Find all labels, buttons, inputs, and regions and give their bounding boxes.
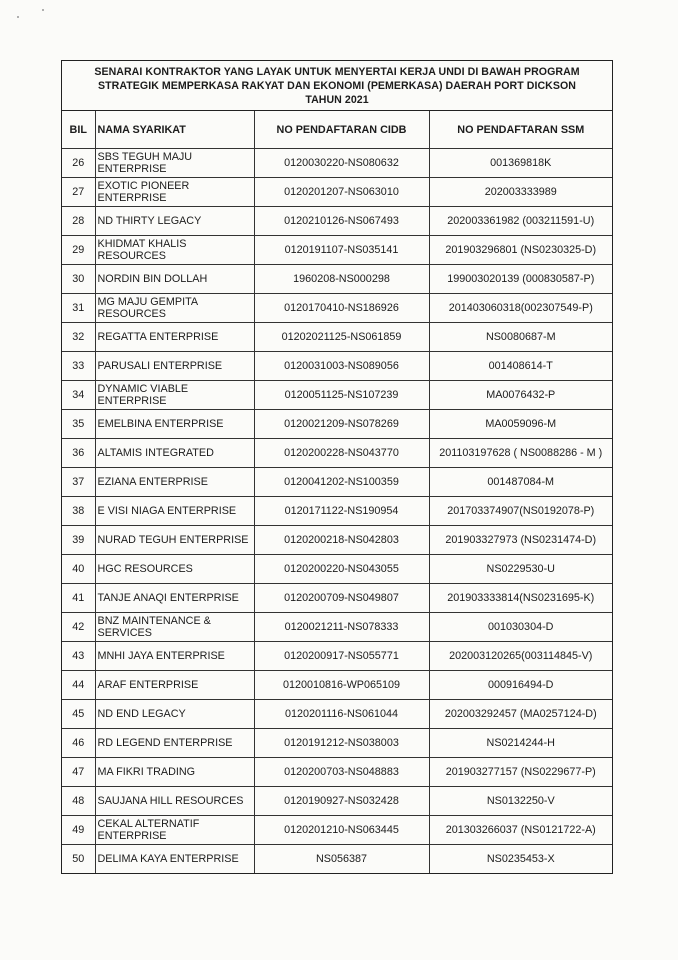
ssm-number: 001030304-D xyxy=(429,613,612,642)
ssm-number: 202003292457 (MA0257124-D) xyxy=(429,700,612,729)
cidb-number: 0120030220-NS080632 xyxy=(254,149,429,178)
company-name: NORDIN BIN DOLLAH xyxy=(95,265,254,294)
cidb-number: 0120021209-NS078269 xyxy=(254,410,429,439)
row-number: 43 xyxy=(62,642,95,671)
row-number: 50 xyxy=(62,845,95,874)
table-row xyxy=(62,294,612,323)
table-row xyxy=(62,729,612,758)
row-number: 40 xyxy=(62,555,95,584)
title-line-3: TAHUN 2021 xyxy=(305,94,369,106)
company-name: MG MAJU GEMPITA RESOURCES xyxy=(95,294,254,323)
ssm-number: NS0214244-H xyxy=(429,729,612,758)
ssm-number: 202003333989 xyxy=(429,178,612,207)
company-name: RD LEGEND ENTERPRISE xyxy=(95,729,254,758)
cidb-number: 0120021211-NS078333 xyxy=(254,613,429,642)
ssm-number: 201903277157 (NS0229677-P) xyxy=(429,758,612,787)
table-row xyxy=(62,149,612,178)
ssm-number: 201903327973 (NS0231474-D) xyxy=(429,526,612,555)
cidb-number: 0120191107-NS035141 xyxy=(254,236,429,265)
company-name: KHIDMAT KHALIS RESOURCES xyxy=(95,236,254,265)
company-name: NURAD TEGUH ENTERPRISE xyxy=(95,526,254,555)
scan-speck xyxy=(42,9,44,11)
company-name: TANJE ANAQI ENTERPRISE xyxy=(95,584,254,613)
row-number: 46 xyxy=(62,729,95,758)
cidb-number: 0120210126-NS067493 xyxy=(254,207,429,236)
company-name: SBS TEGUH MAJU ENTERPRISE xyxy=(95,149,254,178)
cidb-number: 0120190927-NS032428 xyxy=(254,787,429,816)
column-header-cidb: NO PENDAFTARAN CIDB xyxy=(254,111,429,149)
company-name: HGC RESOURCES xyxy=(95,555,254,584)
cidb-number: 0120200709-NS049807 xyxy=(254,584,429,613)
company-name: MA FIKRI TRADING xyxy=(95,758,254,787)
row-number: 32 xyxy=(62,323,95,352)
table-row xyxy=(62,758,612,787)
cidb-number: 0120200220-NS043055 xyxy=(254,555,429,584)
cidb-number: 0120010816-WP065109 xyxy=(254,671,429,700)
company-name: PARUSALI ENTERPRISE xyxy=(95,352,254,381)
company-name: ALTAMIS INTEGRATED xyxy=(95,439,254,468)
table-row xyxy=(62,439,612,468)
ssm-number: 199003020139 (000830587-P) xyxy=(429,265,612,294)
table-row xyxy=(62,178,612,207)
row-number: 42 xyxy=(62,613,95,642)
ssm-number: MA0059096-M xyxy=(429,410,612,439)
ssm-number: 001369818K xyxy=(429,149,612,178)
company-name: EMELBINA ENTERPRISE xyxy=(95,410,254,439)
table-row xyxy=(62,816,612,845)
row-number: 41 xyxy=(62,584,95,613)
ssm-number: 001487084-M xyxy=(429,468,612,497)
column-header-ssm: NO PENDAFTARAN SSM xyxy=(429,111,612,149)
title-line-2: STRATEGIK MEMPERKASA RAKYAT DAN EKONOMI (PEMERKASA) DAERAH PORT DICKSON xyxy=(98,80,576,92)
ssm-number: NS0080687-M xyxy=(429,323,612,352)
cidb-number: 0120170410-NS186926 xyxy=(254,294,429,323)
column-header-bil: BIL xyxy=(62,111,95,149)
cidb-number: 1960208-NS000298 xyxy=(254,265,429,294)
cidb-number: 0120031003-NS089056 xyxy=(254,352,429,381)
table-row xyxy=(62,265,612,294)
table-row xyxy=(62,381,612,410)
company-name: SAUJANA HILL RESOURCES xyxy=(95,787,254,816)
ssm-number: NS0235453-X xyxy=(429,845,612,874)
table-row xyxy=(62,352,612,381)
contractor-list xyxy=(61,60,613,874)
row-number: 31 xyxy=(62,294,95,323)
row-number: 37 xyxy=(62,468,95,497)
cidb-number: NS056387 xyxy=(254,845,429,874)
row-number: 35 xyxy=(62,410,95,439)
column-header-name: NAMA SYARIKAT xyxy=(95,111,254,149)
row-number: 34 xyxy=(62,381,95,410)
row-number: 33 xyxy=(62,352,95,381)
cidb-number: 0120200218-NS042803 xyxy=(254,526,429,555)
ssm-number: 000916494-D xyxy=(429,671,612,700)
ssm-number: 202003361982 (003211591-U) xyxy=(429,207,612,236)
table-row xyxy=(62,845,612,874)
row-number: 29 xyxy=(62,236,95,265)
cidb-number: 0120200228-NS043770 xyxy=(254,439,429,468)
row-number: 28 xyxy=(62,207,95,236)
company-name: EZIANA ENTERPRISE xyxy=(95,468,254,497)
cidb-number: 0120201210-NS063445 xyxy=(254,816,429,845)
company-name: DYNAMIC VIABLE ENTERPRISE xyxy=(95,381,254,410)
ssm-number: 201303266037 (NS0121722-A) xyxy=(429,816,612,845)
table-row xyxy=(62,642,612,671)
table-row xyxy=(62,787,612,816)
table-row xyxy=(62,700,612,729)
scan-speck xyxy=(17,16,19,18)
ssm-number: 201903296801 (NS0230325-D) xyxy=(429,236,612,265)
row-number: 45 xyxy=(62,700,95,729)
table-row xyxy=(62,236,612,265)
cidb-number: 0120191212-NS038003 xyxy=(254,729,429,758)
table-row xyxy=(62,613,612,642)
row-number: 27 xyxy=(62,178,95,207)
row-number: 26 xyxy=(62,149,95,178)
table-row xyxy=(62,207,612,236)
company-name: ND THIRTY LEGACY xyxy=(95,207,254,236)
company-name: BNZ MAINTENANCE & SERVICES xyxy=(95,613,254,642)
cidb-number: 01202021125-NS061859 xyxy=(254,323,429,352)
row-number: 44 xyxy=(62,671,95,700)
table-header-row xyxy=(62,111,612,149)
ssm-number: 001408614-T xyxy=(429,352,612,381)
row-number: 47 xyxy=(62,758,95,787)
company-name: E VISI NIAGA ENTERPRISE xyxy=(95,497,254,526)
table-row xyxy=(62,497,612,526)
table-row xyxy=(62,323,612,352)
table-row xyxy=(62,410,612,439)
row-number: 36 xyxy=(62,439,95,468)
company-name: EXOTIC PIONEER ENTERPRISE xyxy=(95,178,254,207)
cidb-number: 0120041202-NS100359 xyxy=(254,468,429,497)
contractor-table xyxy=(62,111,612,873)
company-name: ND END LEGACY xyxy=(95,700,254,729)
ssm-number: 201703374907(NS0192078-P) xyxy=(429,497,612,526)
cidb-number: 0120201207-NS063010 xyxy=(254,178,429,207)
table-row xyxy=(62,671,612,700)
row-number: 49 xyxy=(62,816,95,845)
ssm-number: 201103197628 ( NS0088286 - M ) xyxy=(429,439,612,468)
cidb-number: 0120200917-NS055771 xyxy=(254,642,429,671)
company-name: REGATTA ENTERPRISE xyxy=(95,323,254,352)
cidb-number: 0120171122-NS190954 xyxy=(254,497,429,526)
row-number: 39 xyxy=(62,526,95,555)
ssm-number: 201903333814(NS0231695-K) xyxy=(429,584,612,613)
company-name: MNHI JAYA ENTERPRISE xyxy=(95,642,254,671)
title-line-1: SENARAI KONTRAKTOR YANG LAYAK UNTUK MENYERTAI KERJA UNDI DI BAWAH PROGRAM xyxy=(94,66,580,78)
cidb-number: 0120200703-NS048883 xyxy=(254,758,429,787)
table-body xyxy=(62,149,612,874)
company-name: CEKAL ALTERNATIF ENTERPRISE xyxy=(95,816,254,845)
table-row xyxy=(62,584,612,613)
table-row xyxy=(62,555,612,584)
ssm-number: NS0132250-V xyxy=(429,787,612,816)
row-number: 30 xyxy=(62,265,95,294)
row-number: 38 xyxy=(62,497,95,526)
row-number: 48 xyxy=(62,787,95,816)
table-row xyxy=(62,468,612,497)
company-name: ARAF ENTERPRISE xyxy=(95,671,254,700)
ssm-number: 201403060318(002307549-P) xyxy=(429,294,612,323)
table-row xyxy=(62,526,612,555)
cidb-number: 0120201116-NS061044 xyxy=(254,700,429,729)
document-title xyxy=(62,61,612,111)
company-name: DELIMA KAYA ENTERPRISE xyxy=(95,845,254,874)
ssm-number: 202003120265(003114845-V) xyxy=(429,642,612,671)
ssm-number: NS0229530-U xyxy=(429,555,612,584)
cidb-number: 0120051125-NS107239 xyxy=(254,381,429,410)
ssm-number: MA0076432-P xyxy=(429,381,612,410)
